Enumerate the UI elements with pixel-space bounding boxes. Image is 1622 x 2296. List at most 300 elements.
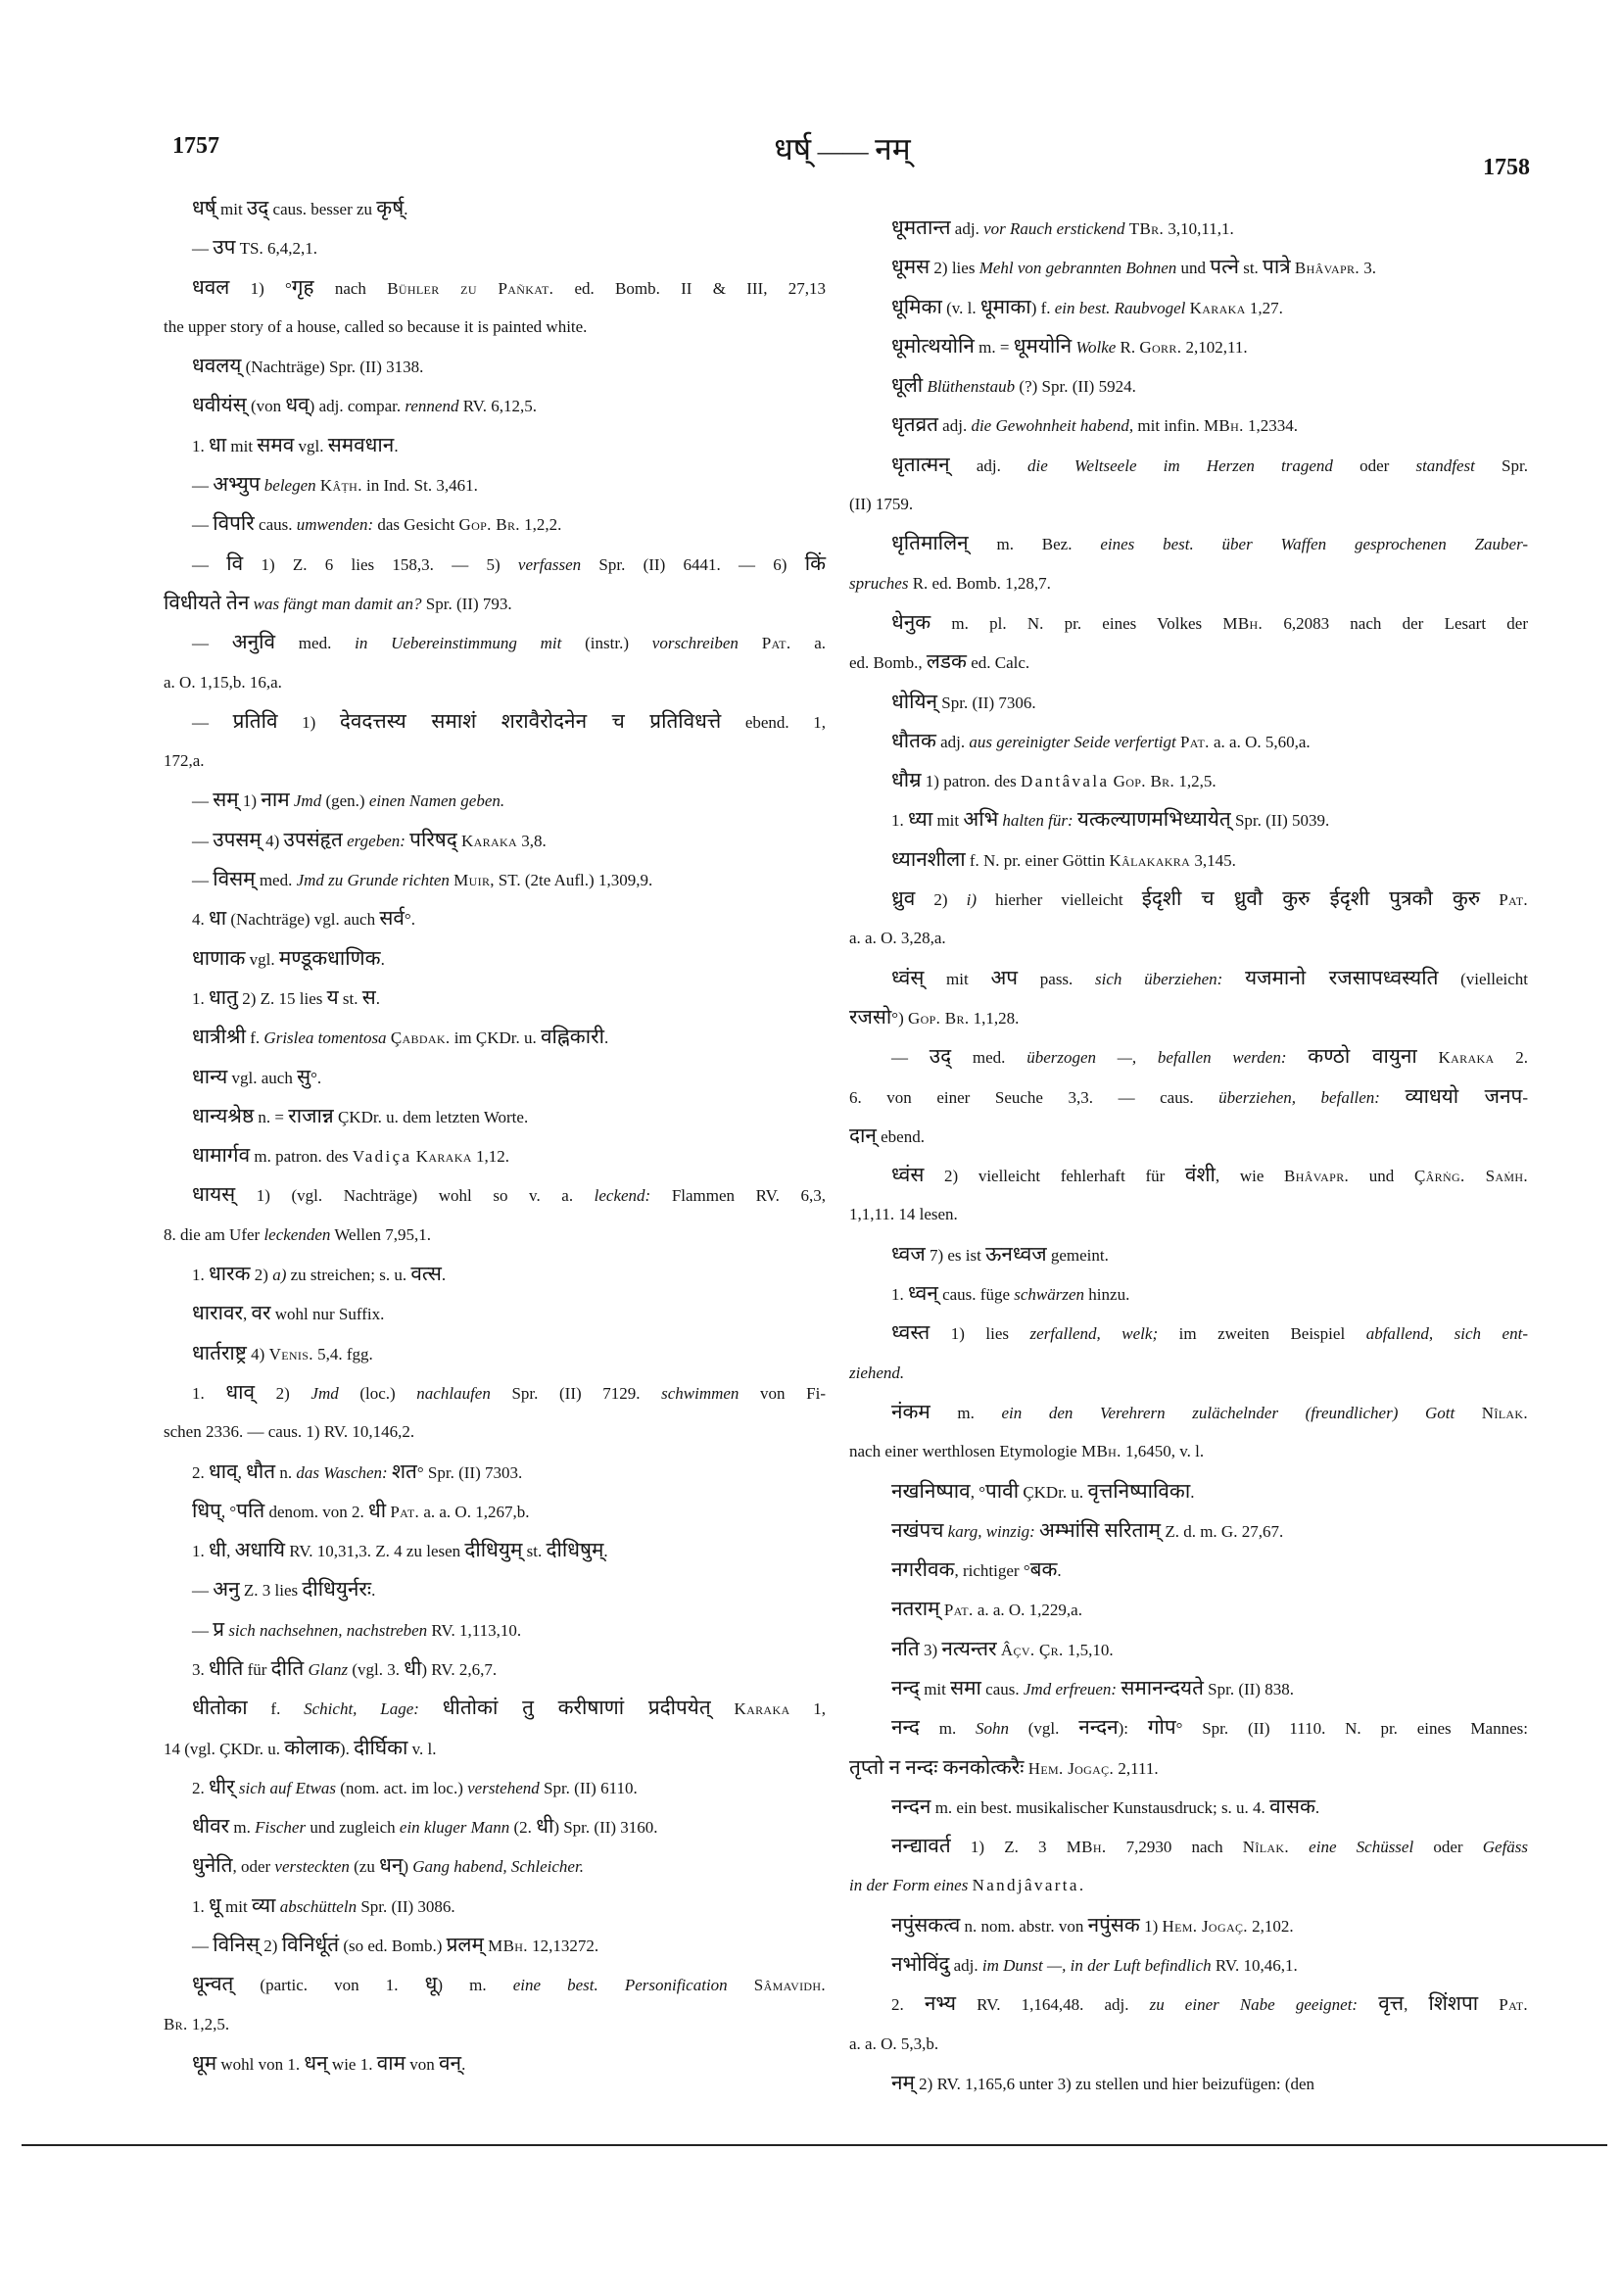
devanagari-text: दीधिषुम् [546, 1540, 604, 1562]
devanagari-text: धेनुक [891, 611, 931, 634]
devanagari-text: विनिर्धूतं [281, 1935, 340, 1957]
dictionary-entry [849, 1945, 1528, 1985]
text-run: Karaka [461, 831, 518, 850]
text-run: (2. धी) Spr. (II) 3160. [509, 1816, 658, 1839]
text-run: 1,5,10. [1063, 1640, 1114, 1659]
text-run: धीतोका f. [192, 1698, 305, 1720]
dictionary-entry [164, 623, 826, 702]
text-run: Hem. Jogaç. [1027, 1758, 1115, 1778]
text-run: धामार्गव m. patron. des [192, 1145, 353, 1168]
text-run: 3,10,11,1. [1164, 219, 1234, 238]
text-run: Wolke [1075, 337, 1117, 357]
text-run: Kâlakakra [1109, 850, 1191, 870]
page-number-right: 1758 [1483, 155, 1530, 180]
text-run: धृतिमालिन् m. Bez. [891, 533, 1101, 555]
text-run: — सम् 1) नाम [192, 789, 290, 812]
dictionary-entry [164, 1255, 826, 1294]
devanagari-text: धार्तराष्ट्र [192, 1342, 247, 1364]
dictionary-entry [164, 2044, 826, 2083]
text-run [728, 1976, 754, 1994]
dictionary-entry [849, 1314, 1528, 1393]
dictionary-entry [849, 1630, 1528, 1669]
dictionary-entry [164, 1689, 826, 1768]
devanagari-text: यजमानो रजसापध्वस्यति [1245, 967, 1439, 989]
devanagari-text: वि [226, 552, 244, 575]
text-run: im zweiten Beispiel [1158, 1324, 1366, 1344]
dictionary-entry [849, 880, 1528, 959]
devanagari-text: व्याधयो जनप [1405, 1085, 1523, 1108]
devanagari-text: धून्वत् [192, 1974, 234, 1996]
entry-headline [164, 1175, 826, 1215]
devanagari-text: य [326, 986, 339, 1009]
dictionary-entry [164, 702, 826, 782]
text-run: standfest [1415, 455, 1475, 475]
dictionary-entry [164, 1136, 826, 1175]
devanagari-text: प्रलम् [446, 1935, 484, 1957]
text-run: 12,13272. [527, 1937, 599, 1956]
text-run: रजसो°) [849, 1006, 908, 1028]
text-run: von Fi- [739, 1383, 826, 1403]
text-run: Mehl von gebrannten Bohnen [978, 259, 1177, 278]
text-run: a) [272, 1266, 287, 1285]
text-run: leckend: [594, 1186, 651, 1206]
text-run: Vadiça [352, 1147, 412, 1167]
text-run: धर्ष् mit उद् caus. besser zu कृर्ष्. [192, 198, 408, 219]
text-run: — उपसम् 4) उपसंहृत [192, 829, 343, 851]
text-run: 1,1,11. 14 lesen. [849, 1205, 958, 1224]
devanagari-text: धामार्गव [192, 1145, 251, 1168]
devanagari-text: ध्या [908, 809, 933, 832]
text-run: was fängt man damit an? [253, 594, 422, 613]
devanagari-text: धीतोका [192, 1698, 248, 1720]
entry-continuation-line [849, 485, 1528, 524]
text-run: धार्तराष्ट्र 4) [192, 1342, 269, 1364]
text-run: a. a. O. 1,229,a. [973, 1601, 1082, 1620]
entry-headline [849, 288, 1528, 327]
entry-headline [164, 347, 826, 386]
text-run: spruches [849, 573, 909, 593]
devanagari-text: नत्यन्तर [941, 1638, 997, 1660]
text-run: nachlaufen [416, 1383, 491, 1403]
text-run: abschütteln [279, 1896, 358, 1916]
text-run: schen 2336. — caus. 1) RV. 10,146,2. [164, 1422, 415, 1442]
devanagari-text: धा [209, 908, 227, 931]
text-run: वृत्त, शिंशपा [1378, 1993, 1479, 2016]
devanagari-text: शत [391, 1460, 417, 1483]
text-run: Bhâvapr. [1284, 1167, 1350, 1186]
dictionary-entry [164, 939, 826, 979]
text-run: vorschreiben [651, 634, 739, 653]
text-run: धात्रीश्री f. [192, 1027, 264, 1049]
text-run: Çabdak. [390, 1028, 451, 1048]
dictionary-entry [164, 899, 826, 938]
text-run: — उप TS. 6,4,2,1. [192, 237, 317, 260]
text-run: 1,2,2. [519, 515, 562, 535]
text-run: 1,12. [471, 1147, 509, 1167]
devanagari-text: दीधियुम् [464, 1540, 523, 1562]
devanagari-text: धर्ष् [192, 198, 216, 219]
text-run: schwimmen [661, 1383, 739, 1403]
entry-continuation-line [849, 1866, 1528, 1905]
text-run: oder [1332, 455, 1416, 475]
text-run: MBh. [1066, 1838, 1107, 1857]
text-run: und [1349, 1167, 1414, 1186]
entry-headline [849, 1788, 1528, 1827]
text-run: 14 (vgl. ÇKDr. u. कोलाक). दीर्घिका v. l. [164, 1737, 437, 1759]
text-run: दान् ebend. [849, 1124, 925, 1147]
entry-continuation-line [849, 919, 1528, 958]
text-run: Muir [453, 871, 491, 890]
text-run: (zu धन्) [349, 1855, 413, 1878]
dictionary-entry [849, 366, 1528, 406]
entry-headline [164, 1610, 826, 1650]
text-run: 1. धी, अधायि RV. 10,31,3. Z. 4 zu lesen दीधियुम् st. दीधिषुम्. [192, 1540, 608, 1562]
text-run: versteckten [274, 1857, 350, 1877]
text-run: नम् 2) RV. 1,165,6 unter 3) zu stellen und hier beizufügen: (den [891, 2072, 1315, 2094]
devanagari-text: अधायि [234, 1540, 285, 1562]
devanagari-text: वत्स [410, 1264, 442, 1286]
devanagari-text: उपसम् [213, 829, 262, 851]
devanagari-text: धूमाका [979, 296, 1031, 318]
entry-headline [164, 1689, 826, 1728]
text-run: — उद् med. [891, 1046, 1027, 1069]
dictionary-entry [164, 1650, 826, 1689]
text-run: Jmd [310, 1383, 339, 1403]
footer-rule [22, 2144, 1607, 2146]
text-run: verfassen [517, 554, 582, 574]
text-run [406, 829, 461, 851]
entry-headline [164, 228, 826, 267]
devanagari-text: धू [424, 1974, 438, 1996]
text-run: das Waschen: [296, 1462, 388, 1482]
text-run: — अनु Z. 3 lies दीधियुर्नरः. [192, 1579, 376, 1602]
text-run [1289, 1838, 1309, 1856]
devanagari-text: धौतक [891, 730, 936, 752]
text-run: 1. ध्वन् caus. füge [891, 1283, 1015, 1306]
devanagari-text: राजान्न [288, 1105, 334, 1127]
devanagari-text: धी [404, 1657, 422, 1680]
devanagari-text: कण्ठो वायुना [1308, 1046, 1417, 1069]
text-run: — विसम् med. [192, 869, 297, 891]
entry-headline [849, 1511, 1528, 1551]
entry-headline [164, 189, 826, 228]
entry-headline [164, 1650, 826, 1689]
devanagari-text: धृतात्मन् [891, 454, 950, 476]
text-run: नन्द्यावर्त 1) Z. 3 [891, 1836, 1067, 1858]
text-run: R. ed. Bomb. 1,28,7. [908, 573, 1051, 593]
entry-continuation-line [849, 998, 1528, 1037]
devanagari-text: धवलय् [192, 356, 242, 378]
devanagari-text: धन् [304, 2052, 328, 2075]
devanagari-text: ध्वज [891, 1243, 926, 1266]
text-run: ergeben: [347, 831, 406, 850]
text-run: das Gesicht [373, 515, 459, 535]
text-run: a. O. 1,15,b. 16,a. [164, 672, 282, 692]
text-run: (gen.) [321, 791, 369, 811]
devanagari-text: अप [990, 967, 1019, 989]
text-run: (vgl. नन्दन): गोप° Spr. (II) 1110. N. pr. eines Mannes: [1008, 1717, 1528, 1740]
entry-headline [164, 2044, 826, 2083]
dictionary-entry [164, 1175, 826, 1255]
dictionary-entry [849, 959, 1528, 1038]
entry-headline [849, 800, 1528, 839]
devanagari-text: ध्रुव [891, 888, 916, 911]
dictionary-entry [164, 821, 826, 860]
text-run: 2,102,11. [1181, 337, 1248, 357]
entry-headline [164, 781, 826, 820]
text-run: धवीयंस् (von धव्) adj. compar. [192, 395, 406, 417]
entry-headline [164, 899, 826, 938]
devanagari-text: नगरीवक [891, 1559, 955, 1582]
dictionary-entry [849, 1235, 1528, 1274]
entry-continuation-line [164, 584, 826, 623]
devanagari-text: दीधियुर्नरः [302, 1579, 372, 1602]
entry-headline [164, 1531, 826, 1570]
dictionary-entry [164, 1097, 826, 1136]
text-run: धीवर m. [192, 1816, 256, 1839]
entry-headline [164, 1768, 826, 1807]
devanagari-text: धुनेति [192, 1855, 233, 1878]
entry-headline [849, 722, 1528, 761]
text-run: Bhâvapr. [1294, 259, 1360, 278]
text-run: (loc.) [338, 1383, 417, 1403]
text-run [419, 1699, 735, 1718]
text-run: 1,2,5. [187, 2014, 230, 2033]
entry-headline [164, 1373, 826, 1412]
devanagari-text: धा [209, 434, 227, 456]
devanagari-text: सम् [213, 789, 239, 812]
entry-headline [164, 702, 826, 741]
text-run: a. a. O. 1,267,b. [419, 1502, 530, 1521]
text-run: Sohn [975, 1719, 1009, 1739]
devanagari-text: विनिस् [213, 1935, 261, 1957]
devanagari-text: नखंपच [891, 1519, 944, 1542]
dictionary-entry [164, 1926, 826, 1965]
text-run: Fischer [255, 1818, 307, 1838]
dictionary-entry [849, 722, 1528, 761]
dictionary-entry [849, 1827, 1528, 1906]
text-run: धोयिन् Spr. (II) 7306. [891, 691, 1036, 713]
entry-headline [164, 1294, 826, 1333]
text-run: नखनिष्पाव, °पावी ÇKDr. u. वृत्तनिष्पाविका. [891, 1480, 1195, 1503]
text-run: ein kluger Mann [399, 1818, 510, 1838]
text-run [891, 1601, 944, 1619]
text-run: 6. von einer Seuche 3,3. — caus. [849, 1087, 1219, 1107]
entry-headline [164, 1492, 826, 1531]
text-run: zu einer Nabe geeignet: [1149, 1995, 1359, 2015]
entry-headline [164, 821, 826, 860]
text-run: (nom. act. im loc.) [336, 1778, 468, 1797]
text-run: zu streichen; s. u. वत्स. [286, 1264, 447, 1286]
dictionary-entry [164, 1570, 826, 1609]
text-run: belegen [263, 476, 316, 496]
entry-headline [849, 603, 1528, 643]
text-run: Karaka [415, 1147, 472, 1167]
text-run: धून्वत् (partic. von 1. धू) m. [192, 1974, 513, 1996]
text-run: 3. धीति für दीति [192, 1657, 305, 1680]
dictionary-entry [164, 1058, 826, 1097]
dictionary-entry [164, 1846, 826, 1886]
text-run: halten für: [1002, 811, 1073, 831]
entry-headline [849, 1590, 1528, 1629]
entry-headline [849, 248, 1528, 287]
text-run: नन्द m. [891, 1717, 976, 1740]
text-run: Schicht, Lage: [304, 1699, 419, 1719]
text-run: धारावर, वर wohl nur Suffix. [192, 1303, 385, 1325]
text-run: 1. धा mit समव vgl. समवधान. [192, 434, 399, 456]
entry-headline [849, 1235, 1528, 1274]
devanagari-text: नति [891, 1638, 920, 1660]
text-run: — विपरि caus. [192, 513, 297, 536]
text-run: 3,145. [1190, 850, 1236, 870]
text-run: MBh. [1203, 416, 1244, 436]
devanagari-text: धातु [209, 986, 238, 1009]
text-run: rennend [405, 397, 459, 416]
devanagari-text: नन्द्यावर्त [891, 1836, 951, 1858]
text-run: 2. धाव्, धौत n. [192, 1460, 297, 1483]
entry-headline [164, 1136, 826, 1175]
text-run: 1,27. [1245, 298, 1283, 317]
text-run: Jmd zu Grunde richten [296, 871, 450, 890]
devanagari-text: धाव् [209, 1460, 238, 1483]
devanagari-text: उपसंहृत [283, 829, 343, 851]
dictionary-entry [849, 406, 1528, 445]
devanagari-text: अभ्युप [213, 474, 261, 497]
dictionary-entry [849, 209, 1528, 248]
entry-headline [164, 386, 826, 425]
text-run: 3,8. [517, 831, 547, 850]
devanagari-text: शिंशपा [1428, 1993, 1479, 2016]
text-run: धूमतान्त adj. [891, 217, 984, 239]
text-run: Karaka [734, 1699, 790, 1719]
devanagari-text: धृतिमालिन् [891, 533, 969, 555]
text-run: (II) 1759. [849, 495, 914, 514]
devanagari-text: धीर् [209, 1776, 235, 1798]
dictionary-entry [849, 1274, 1528, 1314]
text-run: the upper story of a house, called so because it is painted white. [164, 316, 588, 336]
text-run: , ST. (2te Aufl.) 1,309,9. [490, 871, 653, 890]
text-run: ध्यानशीला f. N. pr. einer Göttin [891, 848, 1110, 871]
text-run: 1,2334. [1243, 416, 1298, 436]
text-run: धूमस 2) lies [891, 257, 979, 279]
dictionary-entry [849, 1669, 1528, 1708]
devanagari-text: धूमस [891, 257, 930, 279]
devanagari-text: कोलाक [284, 1737, 340, 1759]
devanagari-text: रजसो [849, 1006, 892, 1028]
entry-continuation-line [164, 2005, 826, 2044]
devanagari-text: पावी [985, 1480, 1020, 1503]
entry-continuation-line [849, 1748, 1528, 1788]
text-run: धृतव्रत adj. [891, 414, 972, 437]
text-run: Spr. (II) 6110. [539, 1778, 638, 1797]
text-run: 7,2930 nach [1106, 1838, 1243, 1857]
devanagari-text: स [361, 986, 376, 1009]
entry-headline [849, 366, 1528, 406]
dictionary-entry [849, 1708, 1528, 1788]
dictionary-entry [164, 465, 826, 504]
text-run: a. a. O. 5,60,a. [1209, 732, 1311, 751]
dictionary-entry [849, 1906, 1528, 1945]
text-run: Grislea tomentosa [263, 1028, 387, 1048]
entry-headline [849, 761, 1528, 800]
entry-headline [164, 1255, 826, 1294]
entry-headline [164, 465, 826, 504]
dictionary-entry [849, 1472, 1528, 1511]
text-run: नगरीवक, richtiger °बक. [891, 1559, 1062, 1582]
text-run: Âçv. Çr. [1000, 1640, 1064, 1659]
text-run [1287, 1048, 1439, 1067]
text-run: अम्भांसि सरिताम् Z. d. m. G. 27,67. [1039, 1519, 1284, 1542]
text-run: RV. 10,46,1. [1211, 1956, 1298, 1976]
text-run: Spr. (II) 3086. [357, 1896, 455, 1916]
text-run: 2. धीर् [192, 1776, 235, 1798]
text-run: TBr. [1128, 219, 1165, 238]
text-run: und पत्ने st. पात्रे [1176, 257, 1291, 279]
entry-headline [164, 623, 826, 662]
text-run [164, 592, 254, 614]
devanagari-text: सु [297, 1066, 311, 1088]
dictionary-entry [164, 781, 826, 820]
devanagari-text: नाम [261, 789, 290, 812]
text-run: धवलय् (Nachträge) Spr. (II) 3138. [192, 356, 424, 378]
text-run: Nandjâvarta. [972, 1876, 1086, 1895]
devanagari-text: धूमतान्त [891, 217, 951, 239]
devanagari-text: धर्ष् [774, 132, 812, 167]
dictionary-entry [164, 504, 826, 544]
text-run: — प्र [192, 1618, 225, 1641]
text-run: नति 3) नत्यन्तर [891, 1638, 997, 1660]
text-run: यत्कल्याणमभिध्यायेत् Spr. (II) 5039. [1076, 809, 1330, 832]
entry-headline [164, 1926, 826, 1965]
dictionary-entry [164, 1531, 826, 1570]
dictionary-entry [849, 1156, 1528, 1235]
text-run: धृतात्मन् adj. [891, 454, 1028, 476]
devanagari-text: धूमयोनि [1013, 335, 1073, 358]
dictionary-entry [164, 268, 826, 348]
devanagari-text: नन्दन [1078, 1717, 1119, 1740]
text-run: 1. धातु 2) Z. 15 lies य st. स. [192, 986, 381, 1009]
devanagari-text: वृत्त [1378, 1993, 1405, 2016]
text-run: Spr. [1474, 455, 1528, 475]
text-run: Wellen 7,95,1. [330, 1224, 432, 1244]
text-run: Sâmavidh. [753, 1976, 827, 1995]
text-run: hierher vielleicht ईदृशी च ध्रुवौ कुरु ईदृशी पुत्रकौ कुरु [977, 888, 1481, 911]
devanagari-text: धूली [891, 375, 924, 398]
entry-headline [164, 1965, 826, 2004]
text-run: Kâṭh. [319, 476, 362, 496]
running-head-text: धर्ष् —— नम् [774, 132, 911, 167]
text-run: Pat. [1180, 732, 1210, 751]
devanagari-text: ध्वस्त [891, 1322, 930, 1345]
entry-continuation-line [849, 1195, 1528, 1234]
text-run: einen Namen geben. [368, 791, 505, 811]
text-run: verstehend [467, 1778, 540, 1797]
devanagari-text: धवीयंस् [192, 395, 247, 417]
text-run: Br. [164, 2014, 188, 2033]
text-run: Gorr. [1139, 337, 1182, 357]
text-run: R. [1116, 337, 1140, 357]
dictionary-entry [164, 1610, 826, 1650]
devanagari-text: धूमोत्थयोनि [891, 335, 975, 358]
dictionary-entry [164, 386, 826, 425]
entry-headline [164, 504, 826, 544]
devanagari-text: वाम [376, 2052, 406, 2075]
entry-continuation-line [849, 564, 1528, 603]
devanagari-text: दान् [849, 1124, 877, 1147]
entry-headline [849, 209, 1528, 248]
text-run: 1. ध्या mit अभि [891, 809, 999, 832]
entry-continuation-line [849, 1077, 1528, 1117]
